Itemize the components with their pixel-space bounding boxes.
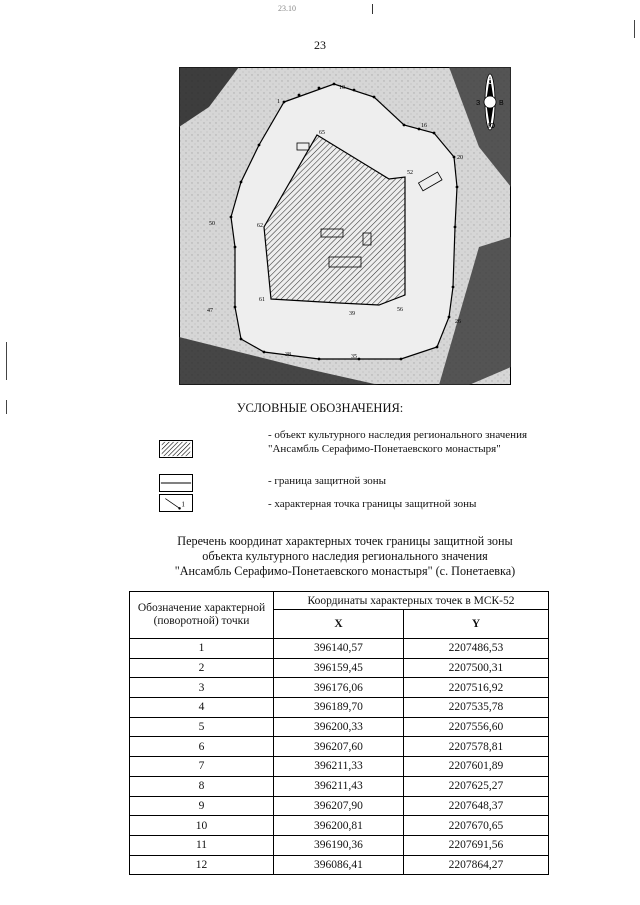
x-coordinate-cell: 396140,57 <box>274 639 404 659</box>
x-coordinate-cell: 396211,33 <box>274 757 404 777</box>
y-coordinate-cell: 2207535,78 <box>403 698 548 718</box>
y-coordinate-cell: 2207691,56 <box>403 835 548 855</box>
compass-south: Ю <box>488 123 496 130</box>
table-row <box>130 757 549 777</box>
map-point-label: 65 <box>319 130 325 136</box>
x-coordinate-cell: 396189,70 <box>274 698 404 718</box>
coordinates-list-title <box>130 534 560 579</box>
map-point-label: 50 <box>209 221 215 227</box>
table-row <box>130 835 549 855</box>
header-mark: 23.10 <box>278 4 296 13</box>
point-number-cell: 11 <box>130 835 274 855</box>
y-coordinate-cell: 2207648,37 <box>403 796 548 816</box>
y-coordinate-cell: 2207556,60 <box>403 717 548 737</box>
legend-symbol-zone-boundary <box>159 474 193 492</box>
map-point-label: 47 <box>207 308 213 314</box>
list-title-line-3: "Ансамбль Серафимо-Понетаевского монастыря" (с. Понетаевка) <box>174 564 516 578</box>
x-coordinate-cell: 396211,43 <box>274 776 404 796</box>
y-coordinate-cell: 2207486,53 <box>403 639 548 659</box>
point-number-cell: 3 <box>130 678 274 698</box>
x-coordinate-cell: 396200,33 <box>274 717 404 737</box>
map-point-label: 61 <box>259 297 265 303</box>
table-row <box>130 796 549 816</box>
x-coordinate-cell: 396086,41 <box>274 855 404 875</box>
coordinates-group-header: Координаты характерных точек в МСК-52 <box>274 592 549 610</box>
y-coordinate-cell: 2207601,89 <box>403 757 548 777</box>
y-coordinate-cell: 2207864,27 <box>403 855 548 875</box>
point-number-cell: 9 <box>130 796 274 816</box>
margin-mark-left-2 <box>6 400 7 414</box>
table-row <box>130 776 549 796</box>
x-coordinate-cell: 396176,06 <box>274 678 404 698</box>
site-map <box>179 67 511 385</box>
y-coordinate-cell: 2207500,31 <box>403 658 548 678</box>
table-row <box>130 855 549 875</box>
header-tick <box>372 4 373 14</box>
map-point-label: 16 <box>421 123 427 129</box>
point-number-cell: 8 <box>130 776 274 796</box>
col-point-header: Обозначение характерной (поворотной) точки <box>130 592 274 639</box>
map-point-label: 62 <box>257 223 263 229</box>
table-row <box>130 639 549 659</box>
map-point-label: 20 <box>457 155 463 161</box>
y-coordinate-cell: 2207670,65 <box>403 816 548 836</box>
map-point-label: 56 <box>397 307 403 313</box>
col-x-header: X <box>274 610 404 639</box>
legend-text-boundary-point: - характерная точка границы защитной зоны <box>268 498 477 510</box>
map-point-label: 1 <box>277 99 280 105</box>
x-coordinate-cell: 396190,36 <box>274 835 404 855</box>
page-number: 23 <box>314 38 326 52</box>
point-number-cell: 7 <box>130 757 274 777</box>
legend-title: УСЛОВНЫЕ ОБОЗНАЧЕНИЯ: <box>236 401 404 415</box>
compass-north: С <box>488 79 494 86</box>
point-number-cell: 4 <box>130 698 274 718</box>
table-row <box>130 698 549 718</box>
map-point-label: 38 <box>285 352 291 358</box>
map-point-label: 52 <box>407 170 413 176</box>
table-row <box>130 816 549 836</box>
legend-text-heritage: - объект культурного наследия регионального значения "Ансамбль Серафимо-Понетаевского монастыря" <box>268 429 528 455</box>
point-number-cell: 2 <box>130 658 274 678</box>
legend-symbol-point-label: 1 <box>181 500 185 509</box>
compass-west: З <box>476 100 481 107</box>
col-y-header: Y <box>403 610 548 639</box>
map-point-label: 26 <box>455 319 461 325</box>
compass-east: В <box>499 100 504 107</box>
x-coordinate-cell: 396200,81 <box>274 816 404 836</box>
y-coordinate-cell: 2207625,27 <box>403 776 548 796</box>
x-coordinate-cell: 396207,90 <box>274 796 404 816</box>
x-coordinate-cell: 396159,45 <box>274 658 404 678</box>
map-point-label: 39 <box>349 311 355 317</box>
list-title-line-2: объекта культурного наследия регионального значения <box>202 549 488 563</box>
point-number-cell: 5 <box>130 717 274 737</box>
map-point-label: 10 <box>339 85 345 91</box>
map-point-label: 35 <box>351 354 357 360</box>
table-row <box>130 658 549 678</box>
table-row <box>130 678 549 698</box>
margin-mark-right <box>634 20 635 38</box>
legend-text-zone-boundary: - граница защитной зоны <box>268 475 387 487</box>
margin-mark-left-1 <box>6 342 7 380</box>
point-number-cell: 1 <box>130 639 274 659</box>
legend-symbol-boundary-point <box>159 494 193 512</box>
table-row <box>130 737 549 757</box>
point-number-cell: 6 <box>130 737 274 757</box>
list-title-line-1: Перечень координат характерных точек границы защитной зоны <box>177 534 513 548</box>
point-number-cell: 10 <box>130 816 274 836</box>
x-coordinate-cell: 396207,60 <box>274 737 404 757</box>
point-number-cell: 12 <box>130 855 274 875</box>
legend-symbol-heritage <box>159 440 193 458</box>
y-coordinate-cell: 2207516,92 <box>403 678 548 698</box>
coordinates-table <box>129 591 549 875</box>
y-coordinate-cell: 2207578,81 <box>403 737 548 757</box>
table-row <box>130 717 549 737</box>
